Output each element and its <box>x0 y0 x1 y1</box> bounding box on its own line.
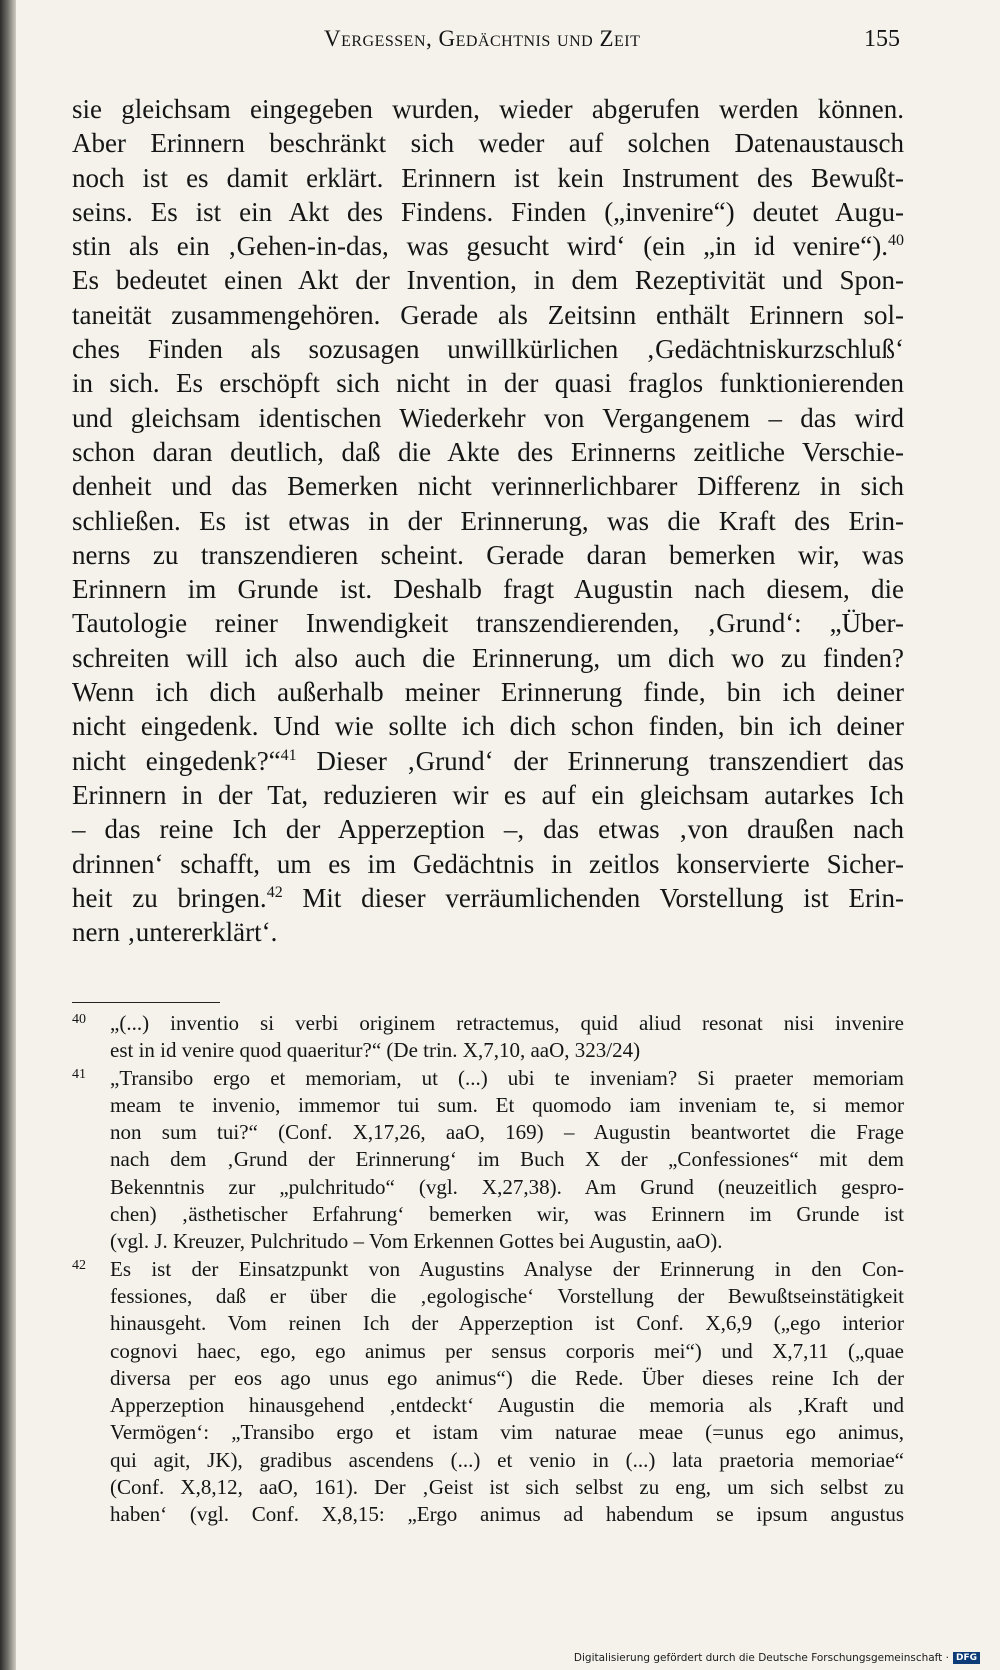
footnote-ref-42[interactable]: 42 <box>266 883 283 901</box>
text-line-content: Dieser ‚Grund‘ der Erinnerung transzendiert das <box>296 745 904 776</box>
text-line: Aber Erinnern beschränkt sich weder auf solchen Datenaustausch <box>72 128 904 159</box>
footnote-line: Bekenntnis zur „pulchritudo“ (vgl. X,27,38). Am Grund (neuzeitlich gespro- <box>110 1174 904 1199</box>
footnote-line: fessiones, daß er über die ‚egologische‘ Vorstellung der Bewußtseinstätigkeit <box>110 1283 904 1308</box>
running-title: Vergessen, Gedächtnis und Zeit <box>324 26 641 51</box>
text-line: ches Finden als sozusagen unwillkürlichen ‚Gedächtniskurzschluß‘ <box>72 334 904 365</box>
text-line: Es bedeutet einen Akt der Invention, in dem Rezeptivität und Spon- <box>72 265 904 296</box>
page-number: 155 <box>864 26 900 52</box>
footnote-line: non sum tui?“ (Conf. X,17,26, aaO, 169) – Augustin beantwortet die Frage <box>110 1120 904 1145</box>
text-line-content: Mit dieser verräumlichenden Vorstellung ist Erin- <box>282 882 905 913</box>
text-line: denheit und das Bemerken nicht verinnerlichbarer Differenz in sich <box>72 471 904 502</box>
footnote-line: Vermögen‘: „Transibo ergo et istam vim naturae meae (=unus ego animus, <box>110 1420 904 1445</box>
text-line: Erinnern im Grunde ist. Deshalb fragt Augustin nach diesem, die <box>72 574 904 605</box>
text-line-content: nicht eingedenk?“ <box>72 745 281 776</box>
footnote-text: Es ist der Einsatzpunkt von Augustins Analyse der Erinnerung in den Con- <box>110 1256 904 1281</box>
footnote-line: cognovi haec, ego, ego animus per sensus corporis mei“) und X,7,11 („quae <box>110 1338 904 1363</box>
text-line: Erinnern in der Tat, reduzieren wir es auf ein gleichsam autarkes Ich <box>72 779 904 810</box>
text-line: nicht eingedenk. Und wie sollte ich dich schon finden, bin ich deiner <box>72 711 904 742</box>
text-line: seins. Es ist ein Akt des Findens. Finden („invenire“) deutet Augu- <box>72 196 904 227</box>
footnote-line: (Conf. X,8,12, aaO, 161). Der ‚Geist ist sich selbst zu eng, um sich selbst zu <box>110 1475 904 1500</box>
text-line-content: stin als ein ‚Gehen-in-das, was gesucht wird‘ (ein „in id venire“). <box>72 231 888 262</box>
footnote-ref-40[interactable]: 40 <box>888 232 904 250</box>
footnote-line: hinausgeht. Vom reinen Ich der Apperzeption ist Conf. X,6,9 („ego interior <box>110 1311 904 1336</box>
footnote-line <box>72 1065 904 1092</box>
text-line: nern ‚untererklärt‘. <box>72 917 278 948</box>
digitization-credit <box>574 1652 980 1664</box>
text-line: und gleichsam identischen Wiederkehr von Vergangenem – das wird <box>72 402 904 433</box>
footnote-line: diversa per eos ago unus ego animus“) die Rede. Über dieses reine Ich der <box>110 1365 904 1390</box>
text-line: – das reine Ich der Apperzeption –, das etwas ‚von draußen nach <box>72 814 904 845</box>
footnote-line <box>72 1010 904 1037</box>
footnote-divider <box>72 1002 220 1003</box>
footnote-line: haben‘ (vgl. Conf. X,8,15: „Ergo animus ad habendum se ipsum angustus <box>110 1502 904 1527</box>
footnote-text: „(...) inventio si verbi originem retractemus, quid aliud resonat nisi invenire <box>110 1011 904 1035</box>
text-line: Tautologie reiner Inwendigkeit transzendierenden, ‚Grund‘: „Über- <box>72 608 904 639</box>
footnote-number: 41 <box>72 1066 86 1082</box>
text-line: Wenn ich dich außerhalb meiner Erinnerung finde, bin ich deiner <box>72 677 904 708</box>
footnote-number: 42 <box>72 1257 86 1273</box>
text-line <box>72 881 904 915</box>
text-line: schreiten will ich also auch die Erinnerung, um dich wo zu finden? <box>72 642 904 673</box>
text-line: sie gleichsam eingegeben wurden, wieder abgerufen werden können. <box>72 94 904 124</box>
text-line <box>72 229 904 263</box>
footnote-line <box>72 1256 904 1283</box>
page-header <box>72 26 900 66</box>
footnote-line: nach dem ‚Grund der Erinnerung‘ im Buch X der „Confessiones“ mit dem <box>110 1147 904 1172</box>
footnote-line: qui agit, JK), gradibus ascendens (...) et venio in (...) lata praetoria memoriae“ <box>110 1447 904 1472</box>
text-line: nerns zu transzendieren scheint. Gerade daran bemerken wir, was <box>72 539 904 570</box>
footnote-line: est in id venire quod quaeritur?“ (De trin. X,7,10, aaO, 323/24) <box>110 1038 641 1063</box>
text-line: schließen. Es ist etwas in der Erinnerung, was die Kraft des Erin- <box>72 505 904 536</box>
text-line-content: heit zu bringen. <box>72 882 267 913</box>
text-line <box>72 744 904 778</box>
book-spine-shadow <box>0 0 16 1670</box>
text-line: taneität zusammengehören. Gerade als Zeitsinn enthält Erinnern sol- <box>72 299 904 330</box>
footnote-number: 40 <box>72 1012 86 1027</box>
footnote-ref-41[interactable]: 41 <box>280 746 297 764</box>
footnote-line: chen) ‚ästhetischer Erfahrung‘ bemerken wir, was Erinnern im Grunde ist <box>110 1202 904 1227</box>
text-line: noch ist es damit erklärt. Erinnern ist kein Instrument des Bewußt- <box>72 162 904 193</box>
footnote-line: meam te invenio, immemor tui sum. Et quomodo iam inveniam te, si memor <box>110 1092 904 1117</box>
footnote-line: (vgl. J. Kreuzer, Pulchritudo – Vom Erkennen Gottes bei Augustin, aaO). <box>110 1229 723 1254</box>
footnote-text: „Transibo ergo et memoriam, ut (...) ubi te inveniam? Si praeter memoriam <box>110 1065 904 1090</box>
credit-text: Digitalisierung gefördert durch die Deutsche Forschungsgemeinschaft · <box>573 1652 949 1664</box>
footnote-line: Apperzeption hinausgehend ‚entdeckt‘ Augustin die memoria als ‚Kraft und <box>110 1393 904 1418</box>
text-line: schon daran deutlich, daß die Akte des Erinnerns zeitliche Verschie- <box>72 436 904 467</box>
footnotes <box>72 1010 904 1529</box>
dfg-logo: DFG <box>953 1652 980 1664</box>
text-line: in sich. Es erschöpft sich nicht in der quasi fraglos funktionierenden <box>72 368 904 399</box>
main-text <box>72 92 904 949</box>
text-line: drinnen‘ schafft, um es im Gedächtnis in zeitlos konservierte Sicher- <box>72 848 904 879</box>
